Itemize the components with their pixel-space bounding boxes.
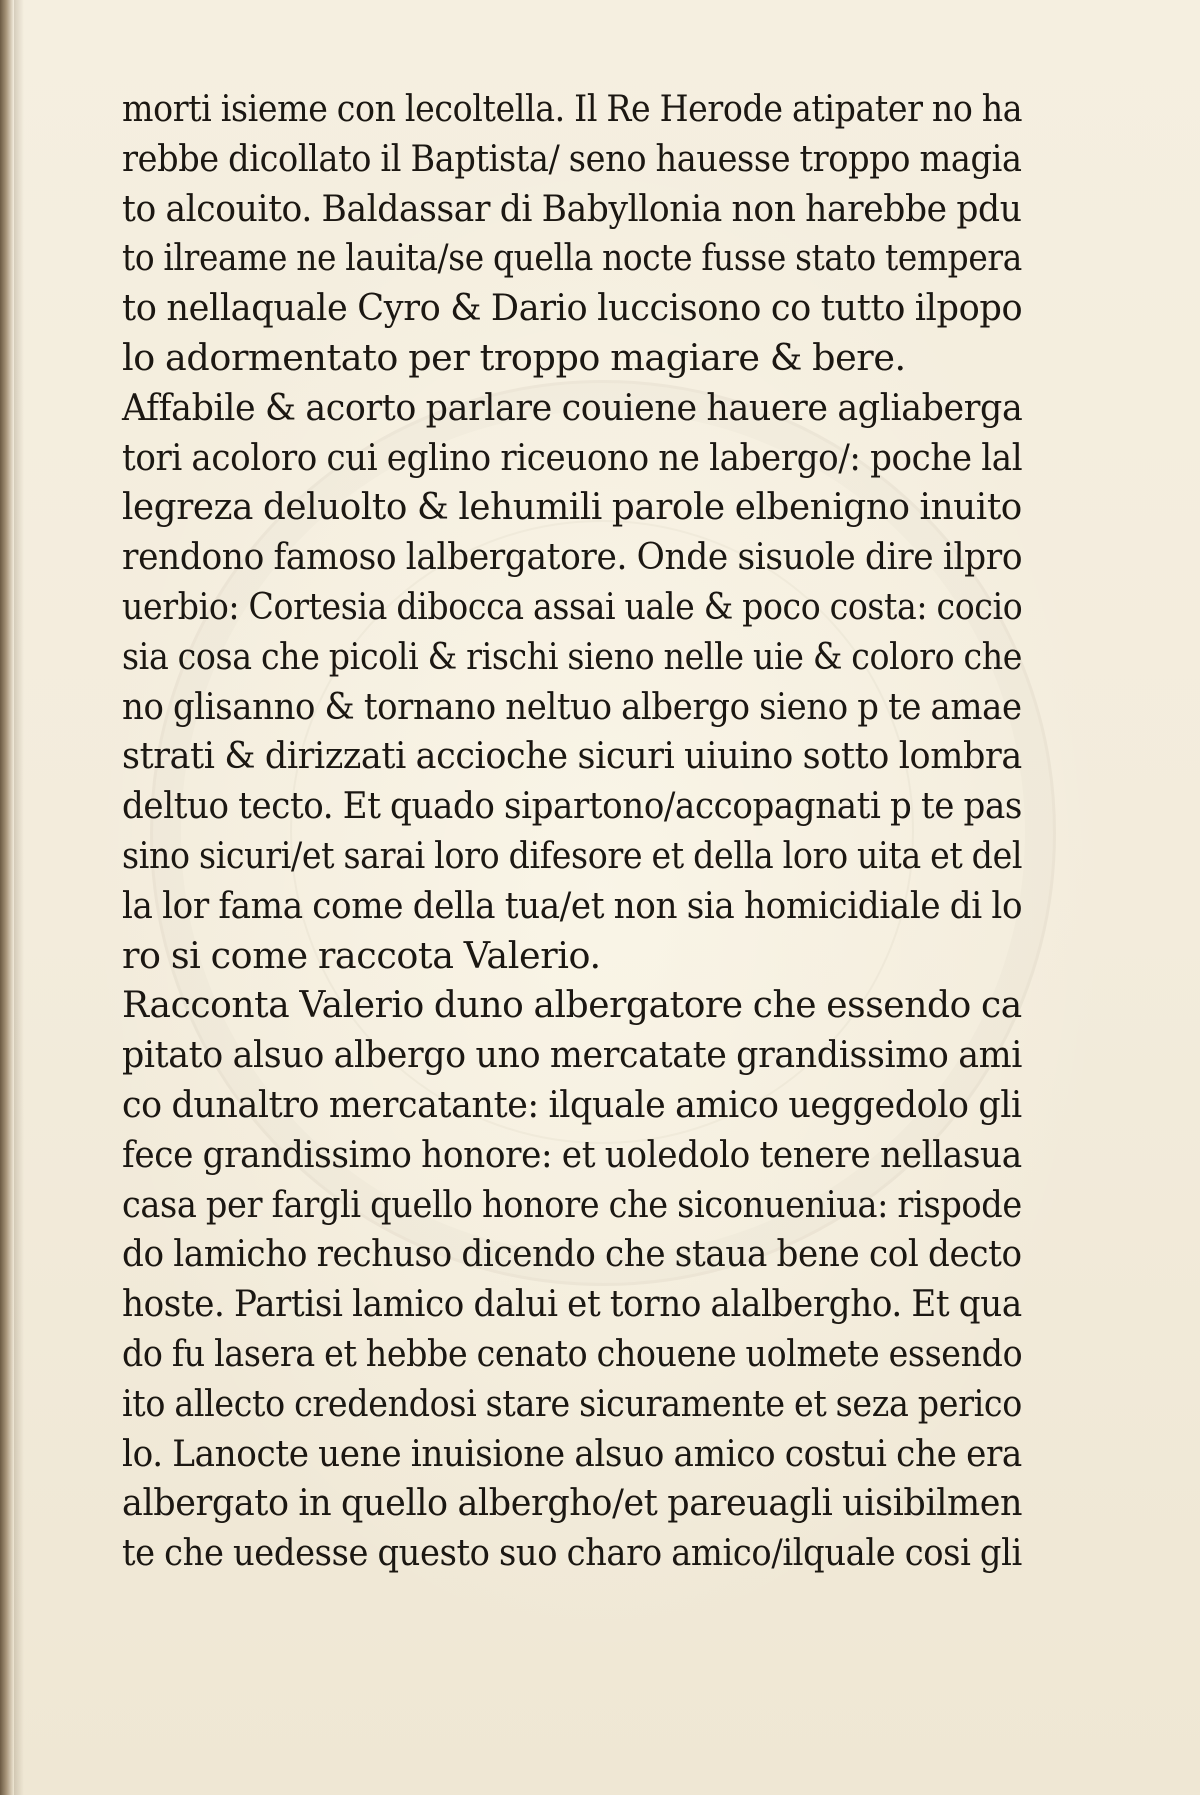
text-line: uerbio: Cortesia dibocca assai uale & poco costa: cocio (122, 584, 1023, 628)
text-line: hoste. Partisi lamico dalui et torno alalbergho. Et qua (122, 1282, 1022, 1326)
paragraph-start-line: Racconta Valerio duno albergatore che essendo ca (122, 983, 1022, 1027)
text-line: fece grandissimo honore: et uoledolo tenere nellasua (122, 1132, 1022, 1176)
text-line: lo adormentato per troppo magiare & bere. (122, 335, 906, 379)
text-line: do lamicho rechuso dicendo che staua bene col decto (122, 1232, 1022, 1276)
text-line: to alcouito. Baldassar di Babyllonia non harebbe pdu (122, 186, 1022, 230)
text-line: albergato in quello albergho/et pareuagli uisibilmen (122, 1481, 1023, 1525)
text-line: rendono famoso lalbergatore. Onde sisuole dire ilpro (122, 535, 1023, 579)
text-line: co dunaltro mercatante: ilquale amico ueggedolo gli (122, 1082, 1022, 1126)
text-line: casa per fargli quello honore che siconueniua: rispode (122, 1182, 1022, 1226)
text-line: deltuo tecto. Et quado sipartono/accopagnati p te pas (122, 784, 1022, 828)
text-line: legreza deluolto & lehumili parole elbenigno inuito (122, 485, 1022, 529)
text-line: lo. Lanocte uene inuisione alsuo amico costui che era (122, 1431, 1022, 1475)
text-line: ito allecto credendosi stare sicuramente et seza perico (122, 1381, 1022, 1425)
text-line: strati & dirizzati accioche sicuri uiuino sotto lombra (122, 734, 1022, 778)
text-line: no glisanno & tornano neltuo albergo sieno p te amae (122, 684, 1022, 728)
page-text-block (122, 84, 1022, 1578)
text-line: sino sicuri/et sarai loro difesore et della loro uita et del (122, 833, 1023, 877)
text-line: ro si come raccota Valerio. (122, 933, 601, 977)
text-line: morti isieme con lecoltella. Il Re Herode atipater no ha (122, 87, 1023, 130)
text-line: pitato alsuo albergo uno mercatate grandissimo ami (122, 1033, 1022, 1077)
text-line: do fu lasera et hebbe cenato chouene uolmete essendo (122, 1331, 1023, 1375)
text-line: rebbe dicollato il Baptista/ seno hauesse troppo magia (122, 136, 1022, 180)
text-line: to ilreame ne lauita/se quella nocte fusse stato tempera (122, 236, 1022, 280)
text-line: sia cosa che picoli & rischi sieno nelle uie & coloro che (122, 634, 1023, 678)
paragraph-start-line: Affabile & acorto parlare couiene hauere agliaberga (122, 385, 1023, 429)
text-line: la lor fama come della tua/et non sia homicidiale di lo (122, 883, 1023, 927)
text-line: to nellaquale Cyro & Dario luccisono co tutto ilpopo (122, 286, 1023, 330)
text-line: tori acoloro cui eglino riceuono ne labergo/: poche lal (122, 435, 1023, 479)
text-line: te che uedesse questo suo charo amico/ilquale cosi gli (122, 1531, 1022, 1575)
